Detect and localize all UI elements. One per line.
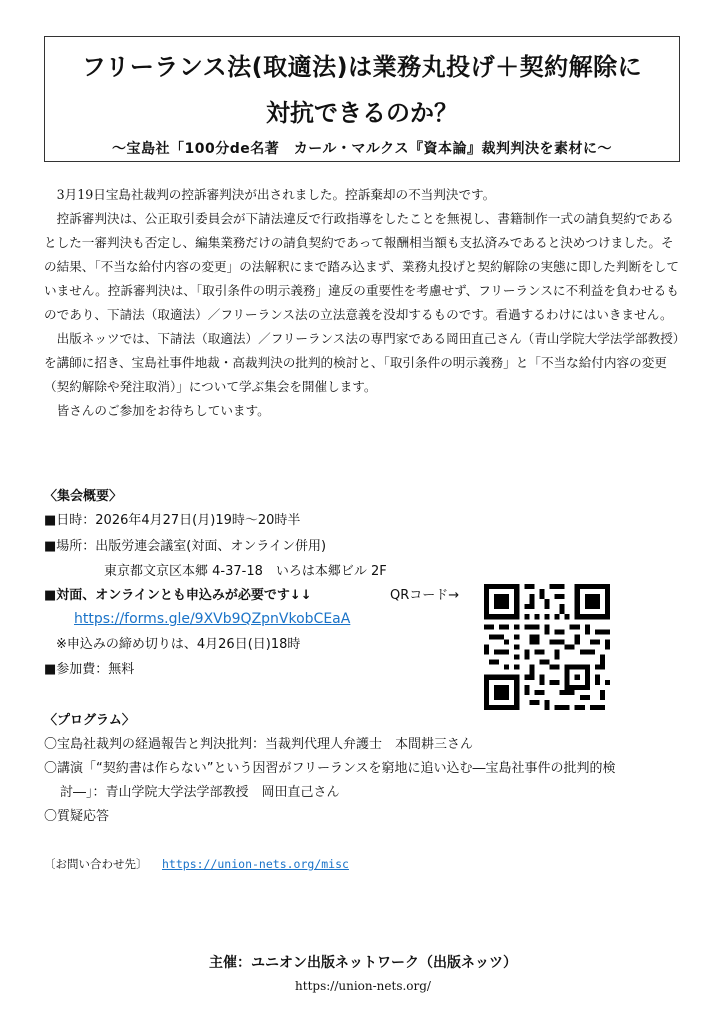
- title-box: [44, 36, 680, 162]
- intro-text: [44, 183, 684, 423]
- organizer: 主催：ユニオン出版ネットワーク（出版ネッツ）: [209, 955, 517, 971]
- program-item-2-cont: 討―」：青山学院大学法学部教授 岡田直己さん: [60, 785, 340, 800]
- program-heading: 〈プログラム〉: [44, 713, 135, 728]
- apply-notice: ■対面、オンラインとも申込みが必要です↓↓: [44, 588, 312, 603]
- page-title-line1: フリーランス法(取適法)は業務丸投げ＋契約解除に: [81, 53, 643, 81]
- event-address: 東京都文京区本郷 4-37-18 いろは本郷ビル 2F: [104, 564, 387, 579]
- event-fee: ■参加費：無料: [44, 662, 135, 677]
- contact-label: 〔お問い合わせ先〕: [44, 857, 148, 871]
- organizer-url[interactable]: https://union-nets.org/: [295, 979, 431, 993]
- program-item-2: 〇講演「“契約書は作らない”という因習がフリーランスを窮地に追い込む―宝島社事件の批判的検: [44, 761, 616, 776]
- page-subtitle: ～宝島社「100分de名著 カール・マルクス『資本論』裁判判決を素材に～: [111, 141, 613, 157]
- qr-label: QRコード→: [390, 588, 460, 603]
- contact-link[interactable]: https://union-nets.org/misc: [162, 857, 349, 871]
- program-item-1: 〇宝島社裁判の経過報告と判決批判：当裁判代理人弁護士 本間耕三さん: [44, 737, 474, 752]
- event-place: ■場所：出版労連会議室(対面、オンライン併用): [44, 539, 327, 554]
- overview-heading: 〈集会概要〉: [44, 489, 123, 504]
- intro-paragraph-3: 出版ネッツでは、下請法（取適法）／フリーランス法の専門家である岡田直己さん（青山学院大学法学部教授）を講師に招き、宝島社事件地裁・高裁判決の批判的検討と、「取引条件の明示義務」と「不当な給付内容の変更（契約解除や発注取消）」について学ぶ集会を開催します。: [44, 331, 680, 394]
- intro-paragraph-4: 皆さんのご参加をお待ちしています。: [56, 403, 270, 418]
- deadline-note: ※申込みの締め切りは、4月26日(日)18時: [56, 637, 301, 652]
- program-item-3: 〇質疑応答: [44, 809, 110, 824]
- application-form-link[interactable]: https://forms.gle/9XVb9QZpnVkobCEaA: [74, 611, 351, 627]
- qr-code-icon[interactable]: [484, 584, 610, 710]
- event-date: ■日時：2026年4月27日(月)19時～20時半: [44, 513, 301, 528]
- intro-paragraph-1: 3月19日宝島社裁判の控訴審判決が出されました。控訴棄却の不当判決です。: [56, 187, 496, 202]
- intro-paragraph-2: 控訴審判決は、公正取引委員会が下請法違反で行政指導をしたことを無視し、書籍制作一式の請負契約であるとした一審判決も否定し、編集業務だけの請負契約であって報酬相当額も支払済みであると決めつけました。その結果、「不当な給付内容の変更」の法解釈にまで踏み込まず、業務丸投げと契約解除の実態に即した判断をしていません。控訴審判決は、「取引条件の明示義務」違反の重要性を考慮せず、フリーランスに不利益を負わせるものであり、下請法（取適法）／フリーランス法の立法意義を没却するものです。看過するわけにはいきません。: [44, 211, 679, 322]
- page-title-line2: 対抗できるのか？: [266, 99, 458, 127]
